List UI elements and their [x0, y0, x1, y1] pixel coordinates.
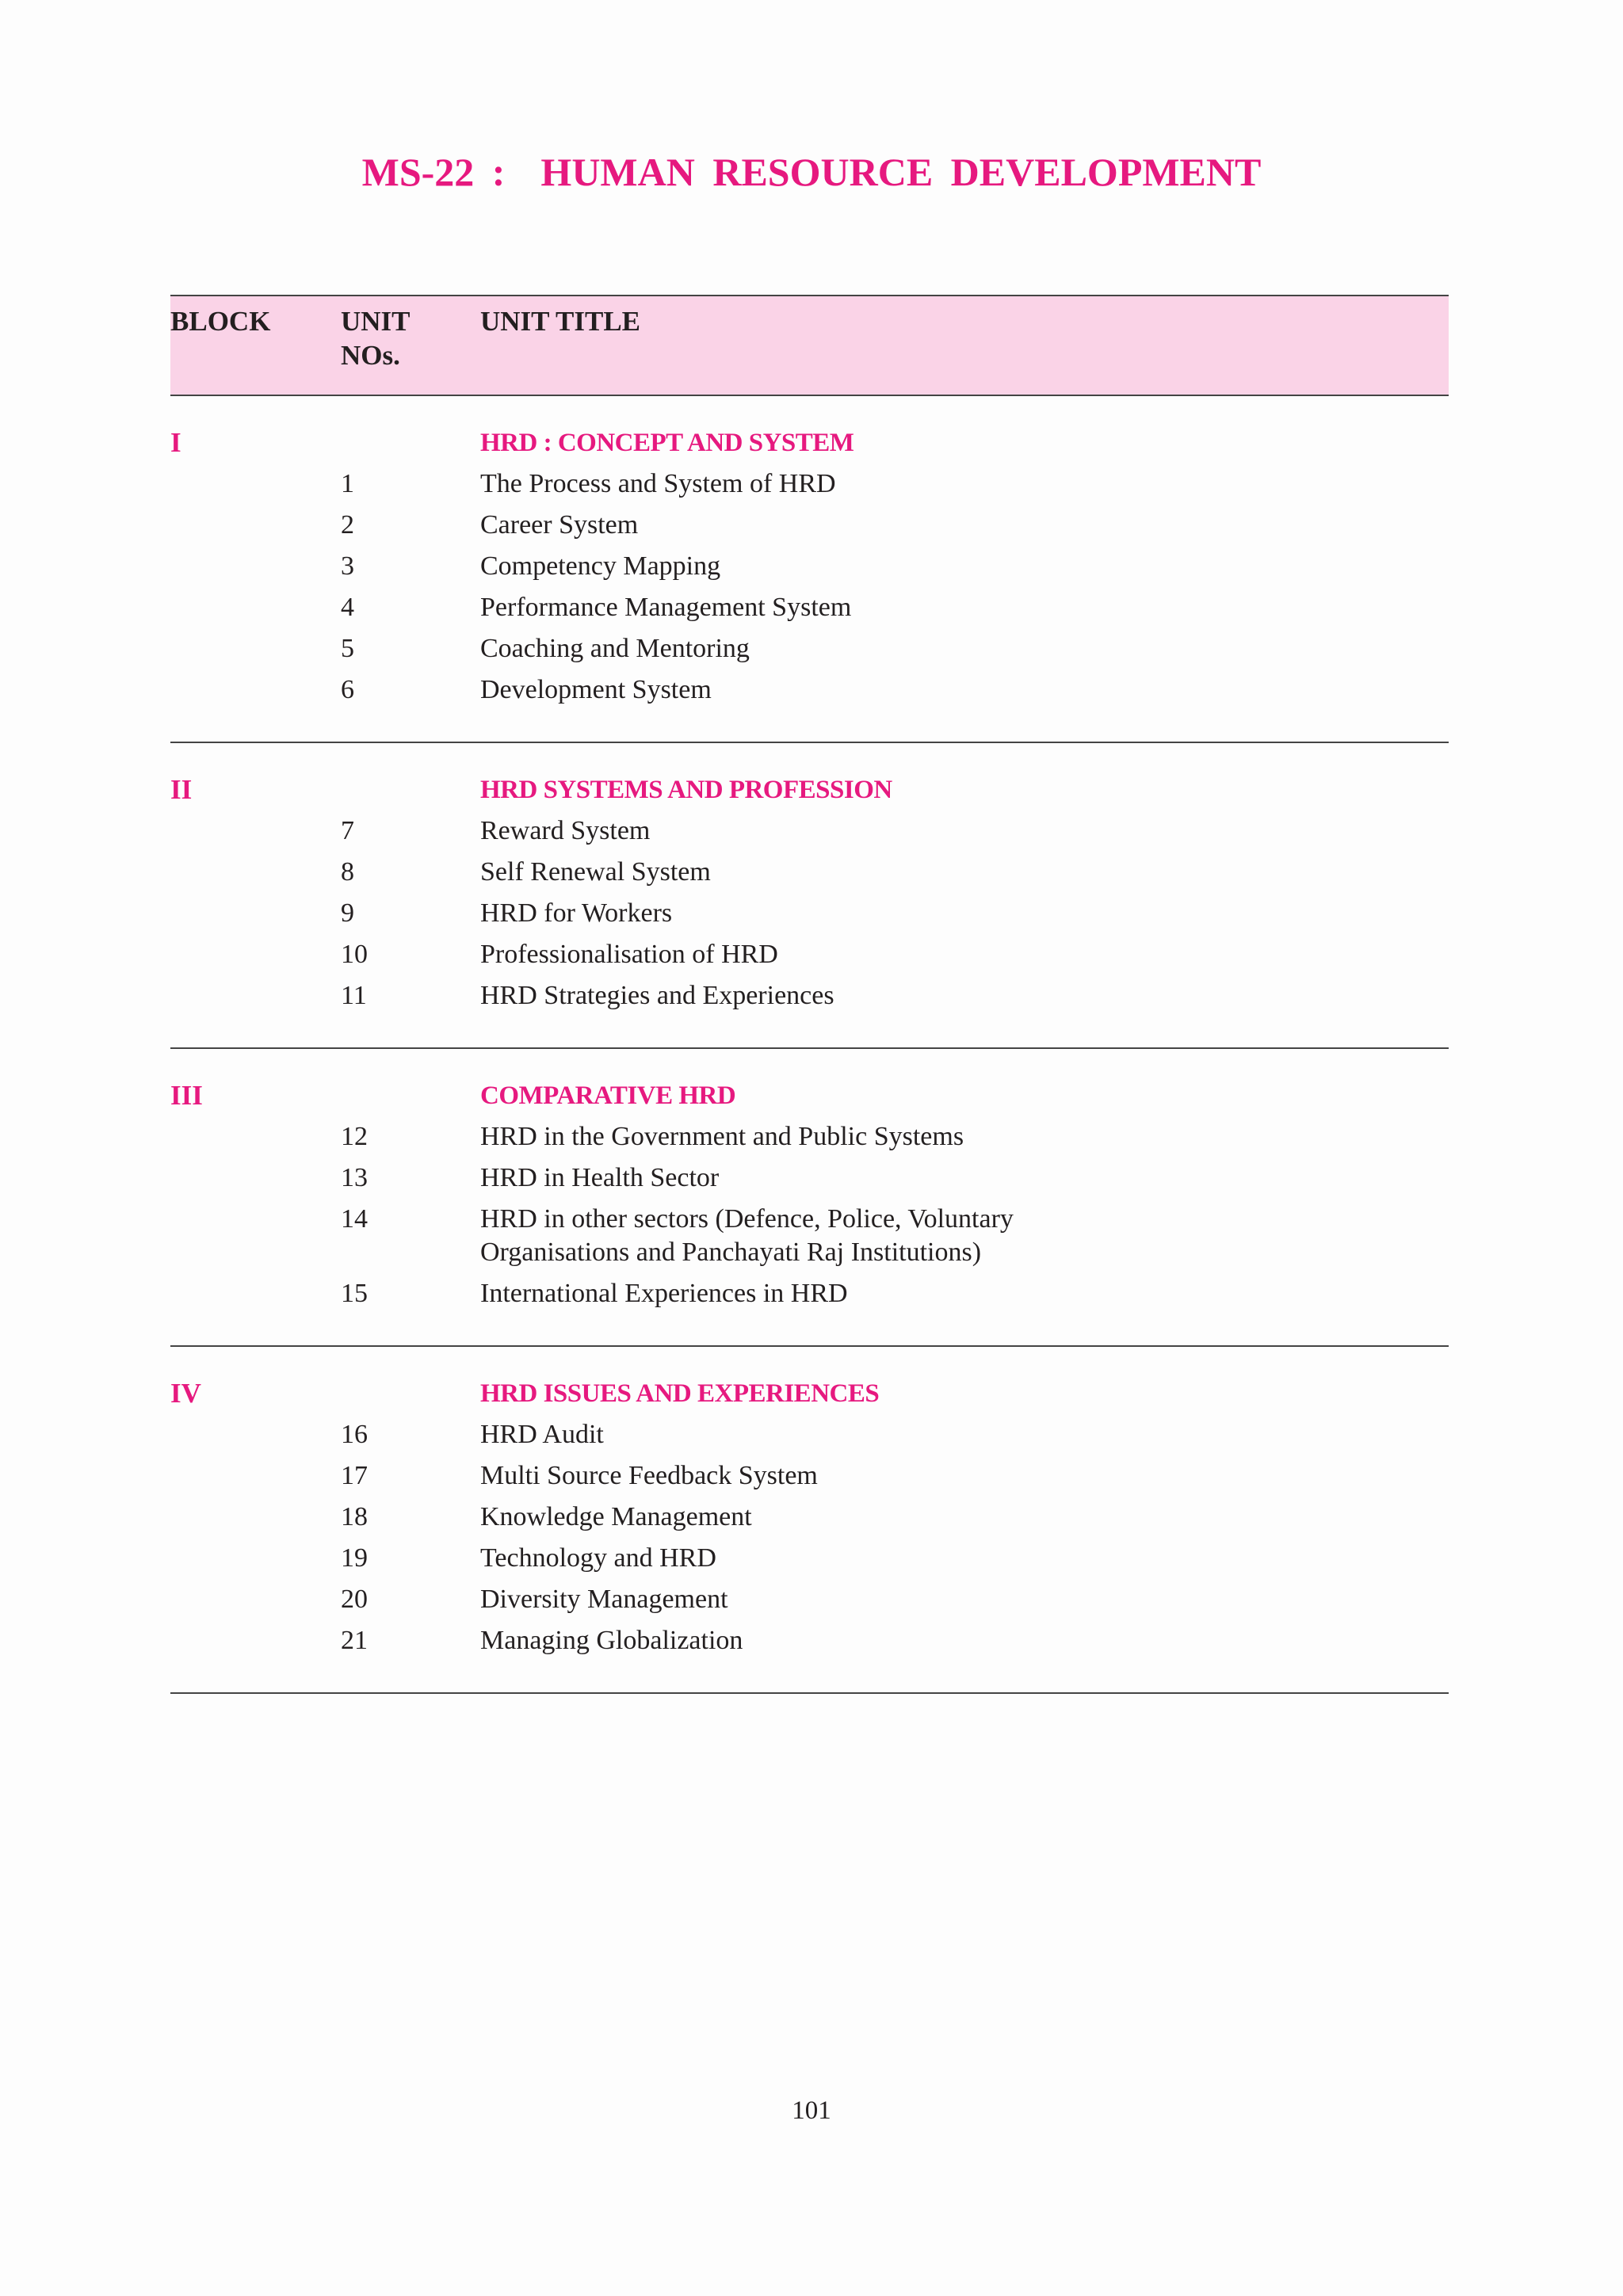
- unit-number: 11: [341, 981, 367, 1010]
- block-section: [170, 1049, 1449, 1347]
- unit-title: HRD Strategies and Experiences: [480, 981, 834, 1010]
- unit-row: [170, 979, 1449, 1020]
- unit-row: [170, 1418, 1449, 1459]
- unit-title: HRD in Health Sector: [480, 1163, 720, 1192]
- unit-number: 21: [341, 1626, 368, 1655]
- unit-number: 14: [341, 1204, 368, 1234]
- unit-row: [170, 1542, 1449, 1583]
- block-number: I: [170, 427, 181, 458]
- unit-title: Technology and HRD: [480, 1543, 716, 1573]
- unit-number: 9: [341, 898, 354, 928]
- unit-row: [170, 550, 1449, 591]
- unit-number: 16: [341, 1420, 368, 1449]
- unit-number: 6: [341, 675, 354, 704]
- unit-number: 1: [341, 469, 354, 498]
- unit-number: 17: [341, 1461, 368, 1490]
- block-heading: HRD SYSTEMS AND PROFESSION: [480, 776, 892, 804]
- header-unit-line1: UNIT: [341, 306, 411, 337]
- unit-title: Multi Source Feedback System: [480, 1461, 818, 1490]
- unit-number: 3: [341, 551, 354, 581]
- unit-row: [170, 1203, 1449, 1277]
- unit-title: HRD for Workers: [480, 898, 673, 928]
- unit-title: The Process and System of HRD: [480, 469, 836, 498]
- unit-number: 18: [341, 1502, 368, 1531]
- unit-title: HRD in the Government and Public Systems: [480, 1122, 964, 1151]
- unit-row: [170, 509, 1449, 550]
- unit-number: 2: [341, 510, 354, 540]
- table-header: [170, 295, 1449, 396]
- block-heading-row: [170, 426, 1449, 467]
- unit-row: [170, 467, 1449, 509]
- unit-row: [170, 1120, 1449, 1161]
- header-block: BLOCK: [170, 306, 271, 337]
- block-number: II: [170, 774, 193, 805]
- unit-row: [170, 1277, 1449, 1318]
- block-heading: HRD : CONCEPT AND SYSTEM: [480, 429, 854, 457]
- unit-title: Development System: [480, 675, 712, 704]
- unit-title: Diversity Management: [480, 1585, 728, 1614]
- block-section: [170, 743, 1449, 1049]
- unit-row: [170, 1501, 1449, 1542]
- unit-row: [170, 897, 1449, 938]
- unit-number: 12: [341, 1122, 368, 1151]
- unit-row: [170, 1459, 1449, 1501]
- unit-number: 5: [341, 634, 354, 663]
- unit-row: [170, 1583, 1449, 1624]
- unit-title: HRD in other sectors (Defence, Police, Voluntary Organisations and Panchayati Raj Institutions): [480, 1204, 1014, 1267]
- unit-title: Performance Management System: [480, 593, 852, 622]
- unit-number: 15: [341, 1279, 368, 1308]
- block-number: IV: [170, 1378, 201, 1409]
- unit-row: [170, 814, 1449, 856]
- unit-number: 4: [341, 593, 354, 622]
- unit-title: Managing Globalization: [480, 1626, 743, 1655]
- blocks-container: [170, 396, 1449, 1694]
- header-unit-line2: NOs.: [341, 340, 400, 371]
- unit-title: Professionalisation of HRD: [480, 940, 778, 969]
- unit-number: 19: [341, 1543, 368, 1573]
- header-unit-nos: [341, 304, 411, 372]
- block-section: [170, 396, 1449, 743]
- unit-number: 7: [341, 816, 354, 845]
- unit-row: [170, 938, 1449, 979]
- unit-row: [170, 673, 1449, 715]
- unit-title: Self Renewal System: [480, 857, 711, 887]
- page-title: MS-22 : HUMAN RESOURCE DEVELOPMENT: [361, 150, 1262, 194]
- unit-row: [170, 591, 1449, 632]
- block-section: [170, 1347, 1449, 1694]
- header-unit-title: UNIT TITLE: [480, 306, 641, 337]
- page-number: 101: [792, 2096, 831, 2125]
- unit-title: HRD Audit: [480, 1420, 604, 1449]
- unit-row: [170, 1624, 1449, 1665]
- unit-number: 10: [341, 940, 368, 969]
- block-heading: HRD ISSUES AND EXPERIENCES: [480, 1379, 880, 1408]
- unit-number: 20: [341, 1585, 368, 1614]
- course-table: [170, 295, 1449, 1694]
- unit-row: [170, 856, 1449, 897]
- unit-title: Career System: [480, 510, 639, 540]
- unit-row: [170, 1161, 1449, 1203]
- block-heading: COMPARATIVE HRD: [480, 1081, 736, 1110]
- unit-title: Coaching and Mentoring: [480, 634, 750, 663]
- block-heading-row: [170, 1377, 1449, 1418]
- unit-title: Reward System: [480, 816, 651, 845]
- block-heading-row: [170, 773, 1449, 814]
- unit-title: International Experiences in HRD: [480, 1279, 848, 1308]
- block-heading-row: [170, 1079, 1449, 1120]
- unit-number: 8: [341, 857, 354, 887]
- block-number: III: [170, 1080, 203, 1111]
- unit-row: [170, 632, 1449, 673]
- unit-number: 13: [341, 1163, 368, 1192]
- unit-title: Knowledge Management: [480, 1502, 752, 1531]
- unit-title: Competency Mapping: [480, 551, 721, 581]
